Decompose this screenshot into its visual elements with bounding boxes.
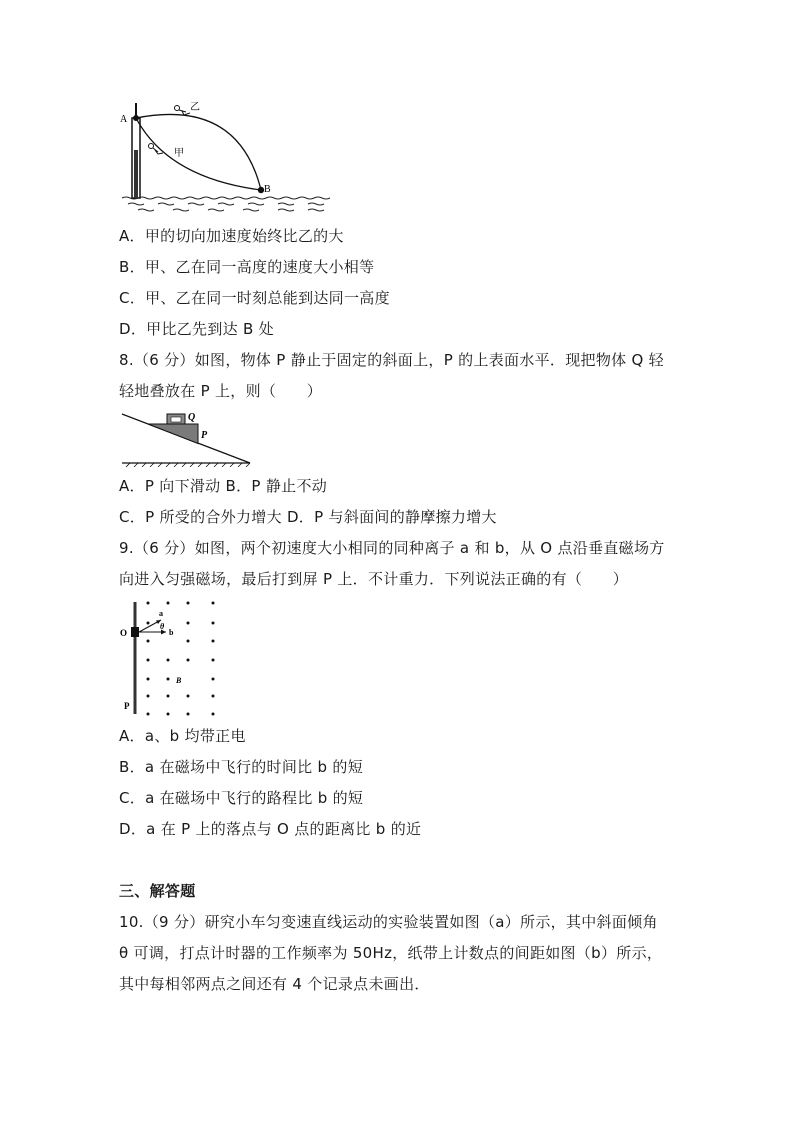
section-title: 三、解答题 <box>119 882 196 900</box>
magnetic-field-figure <box>118 596 224 720</box>
incline-figure <box>118 408 258 470</box>
water-surface <box>122 197 330 211</box>
q9-option-b: B．a 在磁场中飞行的时间比 b 的短 <box>119 758 364 776</box>
label-field-b: B <box>176 676 182 685</box>
q7-option-a: A．甲的切向加速度始终比乙的大 <box>119 227 344 245</box>
q7-option-b: B．甲、乙在同一高度的速度大小相等 <box>119 258 375 276</box>
label-yi: 乙 <box>190 102 200 113</box>
q9-stem-line2: 向进入匀强磁场，最后打到屏 P 上．不计重力．下列说法正确的有（ ） <box>119 570 629 588</box>
slide-figure <box>118 98 340 216</box>
source-o <box>131 627 139 637</box>
q7-option-d: D．甲比乙先到达 B 处 <box>119 320 274 338</box>
slider-yi-icon <box>175 106 191 116</box>
label-theta: θ <box>160 622 165 631</box>
q9-stem-line1: 9.（6 分）如图，两个初速度大小相同的同种离子 a 和 b，从 O 点沿垂直磁场方 <box>119 539 665 557</box>
field-dots <box>147 602 215 716</box>
curve-jia <box>136 118 261 190</box>
label-a-ion: a <box>159 609 163 618</box>
curve-yi <box>136 114 261 190</box>
q8-stem-line2: 轻地叠放在 P 上，则（ ） <box>119 382 323 400</box>
q7-option-c: C．甲、乙在同一时刻总能到达同一高度 <box>119 289 390 307</box>
label-q: Q <box>188 412 196 423</box>
label-a: A <box>120 114 128 125</box>
q8-options-line2: C．P 所受的合外力增大 D．P 与斜面间的静摩擦力增大 <box>119 508 497 526</box>
q9-option-d: D．a 在 P 上的落点与 O 点的距离比 b 的近 <box>119 820 422 838</box>
q8-options-line1: A．P 向下滑动 B．P 静止不动 <box>119 477 328 495</box>
label-p: P <box>201 430 208 441</box>
label-jia: 甲 <box>174 148 184 159</box>
q10-line1: 10.（9 分）研究小车匀变速直线运动的实验装置如图（a）所示，其中斜面倾角 <box>119 913 658 931</box>
label-b: B <box>264 184 271 195</box>
q9-option-a: A．a、b 均带正电 <box>119 727 246 745</box>
q8-stem-line1: 8.（6 分）如图，物体 P 静止于固定的斜面上，P 的上表面水平．现把物体 Q 轻 <box>119 351 664 369</box>
q10-line3: 其中每相邻两点之间还有 4 个记录点未画出． <box>119 975 430 993</box>
label-b-ion: b <box>169 628 174 637</box>
q9-option-c: C．a 在磁场中飞行的路程比 b 的短 <box>119 789 364 807</box>
label-o: O <box>120 628 128 638</box>
q10-line2: θ 可调，打点计时器的工作频率为 50Hz，纸带上计数点的间距如图（b）所示， <box>119 944 663 962</box>
label-p-screen: P <box>124 701 130 711</box>
